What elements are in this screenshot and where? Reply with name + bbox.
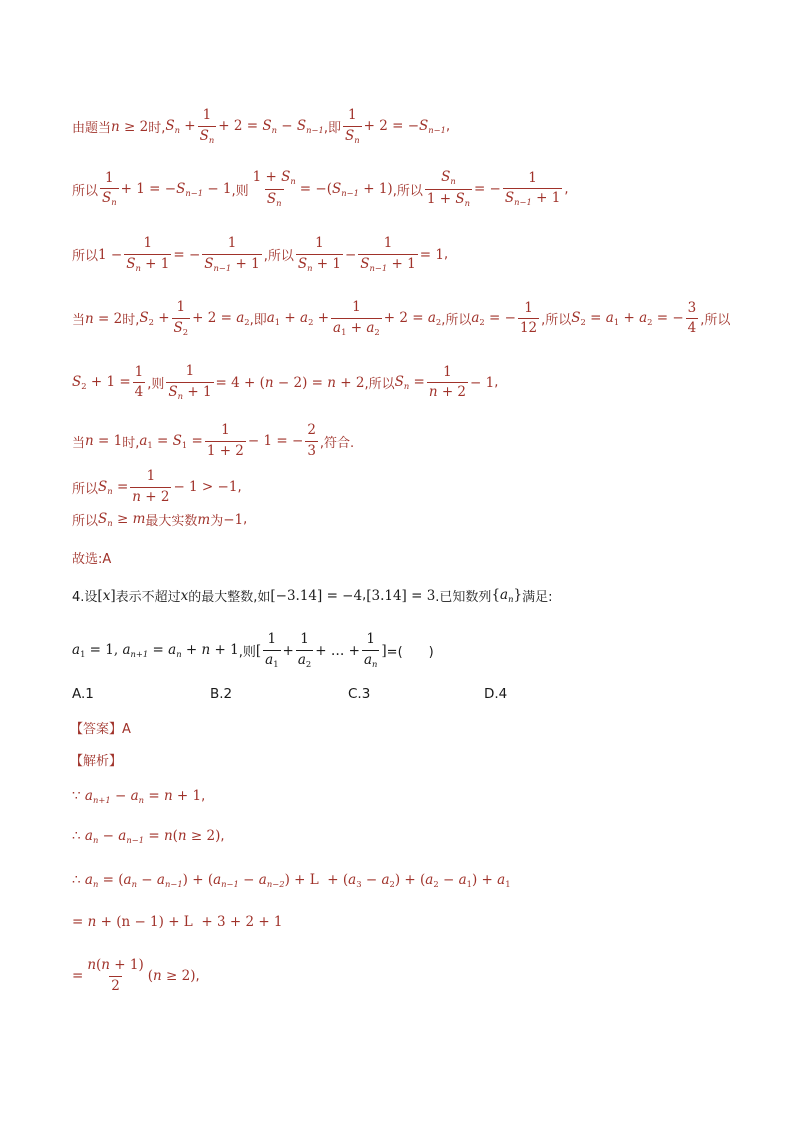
choice-a[interactable]: A.1 [72, 686, 94, 702]
analysis-tag: 【解析】 [70, 754, 123, 769]
question-4-condition: $a_1 = 1$, $a_{n+1} = a_n + n + 1$ ,则 [ $\frac{1}{a_1}$ + $\frac{1}{a_2}$ + … + $\frac{1}{a_n}$ ] =( ) [72, 631, 434, 669]
text: ,所以 [441, 313, 472, 329]
solution-line-1: 由题当 n ≥ 2 时, $S_n$ + $\frac{1}{S_n}$ + $2 = S_n - S_{n-1}$ ,即 $\frac{1}{S_n}$ + $2 = -S_{n-1}$ , [72, 107, 451, 145]
text: 所以 [72, 183, 99, 199]
text: ,所以 [364, 377, 395, 393]
fraction: $\frac{1}{S_n}$ [344, 107, 360, 145]
text: 表示不超过 [115, 590, 181, 605]
text: , [362, 588, 367, 603]
text: , [443, 247, 449, 263]
text: 最大实数 [145, 514, 198, 529]
fraction: $\frac{1}{S_{n-1} + 1}$ [204, 235, 260, 273]
text: ,所以 [700, 313, 731, 329]
choice-b[interactable]: B.2 [210, 686, 233, 702]
fraction: $\frac{n(n + 1)}{2}$ [87, 957, 144, 994]
analysis-line-3: ∴ $a_n = (a_n - a_{n-1}) + (a_{n-1} - a_{n-2}) + L + (a_3 - a_2) + (a_2 - a_1) + a_1$ [72, 872, 511, 889]
answer-blank: =( ) [386, 645, 434, 661]
analysis-line-4: = n + (n − 1) + L + 3 + 2 + 1 [72, 914, 283, 930]
fraction: $\frac{1}{S_2}$ [173, 299, 189, 337]
fraction: $\frac{1}{S_n + 1}$ [297, 235, 341, 273]
analysis-line-5: = $\frac{n(n + 1)}{2}$ (n ≥ 2) , [72, 957, 200, 994]
text: ,所以 [541, 313, 572, 329]
text: 时, [122, 313, 140, 329]
text: 的最大整数,如 [188, 590, 271, 605]
analysis-line-2: ∴ $a_n - a_{n-1} = n(n \ge 2)$ , [72, 828, 225, 845]
fraction: $\frac{1 + S_n}{S_n}$ [252, 169, 296, 208]
fraction: $\frac{1}{a_2}$ [297, 631, 312, 669]
fraction: $\frac{1}{a_1 + a_2}$ [333, 299, 380, 337]
text: 由题当 [72, 121, 112, 137]
text: ,符合. [319, 435, 355, 451]
text: ,则 [231, 183, 249, 199]
fraction: $\frac{1}{n + 2}$ [428, 363, 467, 401]
text: 所以 [72, 249, 99, 265]
choice-c[interactable]: C.3 [348, 686, 371, 702]
fraction: $\frac{1}{S_n}$ [199, 107, 215, 145]
conclusion: 故选:A [72, 552, 112, 567]
text: , [195, 968, 200, 984]
fraction: $\frac{1}{S_n}$ [102, 169, 117, 207]
question-number: 4.设 [72, 590, 98, 605]
text: ,即 [249, 313, 267, 329]
text: , [446, 119, 451, 135]
text: ,则 [147, 377, 165, 393]
solution-line-7: 所以 $S_n$ = $\frac{1}{n + 2}$ − 1 > −1 , [72, 468, 242, 505]
text: , [494, 375, 499, 391]
text: .已知数列 [435, 590, 492, 605]
fraction: $\frac{1}{S_{n-1} + 1}$ [504, 169, 561, 207]
text: ,则 [238, 645, 256, 661]
choice-d[interactable]: D.4 [484, 686, 508, 702]
fraction: $\frac{3}{4}$ [687, 299, 697, 337]
fraction: $\frac{S_n}{1 + S_n}$ [426, 169, 470, 208]
fraction: $\frac{1}{S_{n-1} + 1}$ [360, 235, 416, 273]
fraction: $\frac{1}{n + 2}$ [132, 468, 170, 505]
text: , [243, 512, 248, 527]
question-4-stem: 4.设 [x] 表示不超过 x 的最大整数,如 [−3.14] = −4 , [3.14] = 3 .已知数列 $\{a_n\}$ 满足: [72, 587, 553, 605]
solution-line-5: $S_2 + 1$ = $\frac{1}{4}$ ,则 $\frac{1}{S_n + 1}$ = 4 + (n − 2) = n + 2 ,所以 $S_n$ = $\frac{1}{n + 2}$ − 1 , [72, 363, 499, 401]
fraction: $\frac{1}{a_1}$ [265, 631, 279, 669]
text: ,所以 [263, 249, 294, 265]
fraction: $\frac{1}{1 + 2}$ [206, 422, 244, 459]
solution-line-8: 所以 $S_n \ge m$ 最大实数 m 为 −1 , [72, 511, 248, 529]
fraction: $\frac{1}{S_n + 1}$ [168, 363, 212, 401]
text: 当 [72, 313, 86, 329]
solution-line-2: 所以 $\frac{1}{S_n}$ + $1 = -S_{n-1} - 1$ ,则 $\frac{1 + S_n}{S_n}$ = $-(S_{n-1} + 1)$ ,所以 $\frac{S_n}{1 + S_n}$ = − $\frac{1}{S_{n-1} + 1}$ , [72, 169, 569, 208]
fraction: $\frac{1}{a_n}$ [363, 631, 378, 669]
solution-line-6: 当 n = 1 时, $a_1 = S_1$ = $\frac{1}{1 + 2}$ − 1 = − $\frac{2}{3}$ ,符合. [72, 422, 355, 459]
text: 时, [148, 121, 166, 137]
text: , [237, 479, 242, 495]
solution-line-4: 当 n = 2 时, $S_2$ + $\frac{1}{S_2}$ + $2 = a_2$ ,即 $a_1 + a_2$ + $\frac{1}{a_1 + a_2}$ + $2 = a_2$ ,所以 $a_2$ = − $\frac{1}{12}$ ,所以 $S_2 = a_1 + a_2$ = − $\frac{3}{4}$ ,所以 [72, 299, 731, 337]
fraction: $\frac{1}{12}$ [519, 299, 538, 337]
text: ,所以 [392, 183, 423, 199]
analysis-line-1: ∵ $a_{n+1} - a_n = n + 1$ , [72, 788, 206, 805]
fraction: $\frac{1}{4}$ [134, 363, 144, 401]
text: 当 [72, 435, 86, 451]
text: 为 [210, 514, 224, 529]
solution-line-3: 所以 1 − $\frac{1}{S_n + 1}$ = − $\frac{1}{S_{n-1} + 1}$ ,所以 $\frac{1}{S_n + 1}$ − $\frac{1}{S_{n-1} + 1}$ = 1 , [72, 235, 449, 273]
text: 时, [122, 435, 140, 451]
text: 满足: [522, 590, 553, 605]
text: , [564, 181, 569, 197]
text: , [220, 828, 225, 844]
text: ,即 [323, 121, 341, 137]
text: 所以 [72, 481, 99, 497]
text: , [201, 788, 206, 804]
solution-line-9 [72, 548, 111, 567]
fraction: $\frac{2}{3}$ [307, 422, 316, 459]
text: 所以 [72, 514, 99, 529]
answer-tag: 【答案】A [70, 722, 131, 737]
fraction: $\frac{1}{S_n + 1}$ [126, 235, 170, 273]
